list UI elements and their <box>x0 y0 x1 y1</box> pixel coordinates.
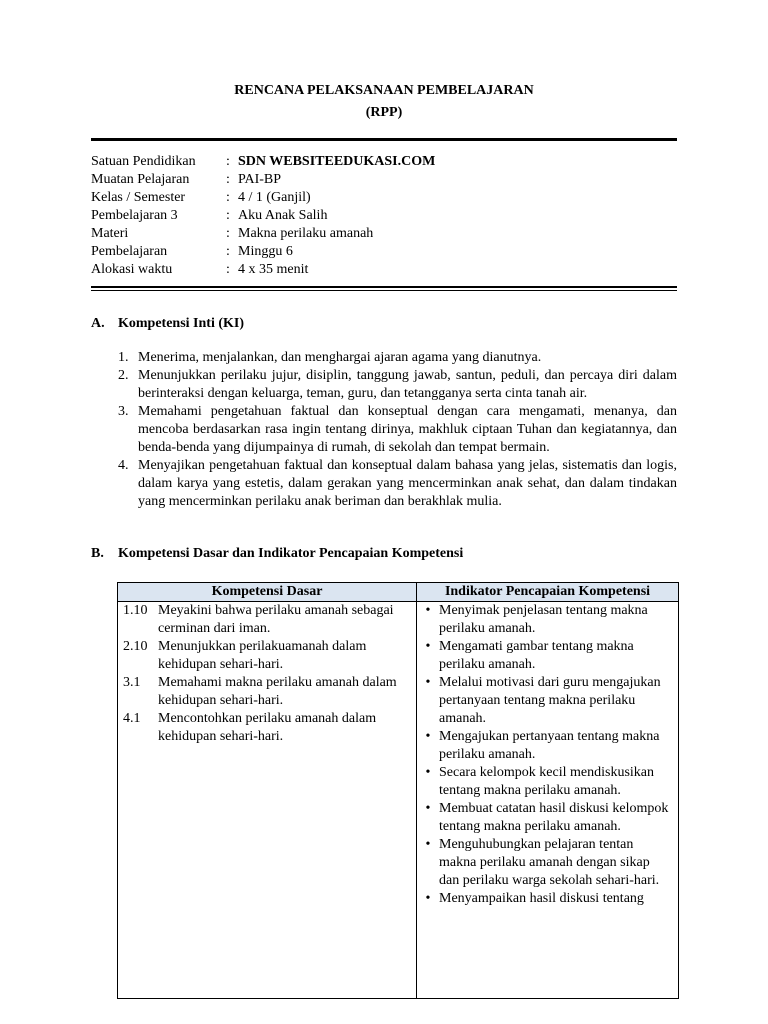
info-colon: : <box>226 190 230 205</box>
bottom-divider-thick <box>91 286 677 288</box>
indicator-item <box>417 674 678 728</box>
list-item <box>91 367 677 403</box>
info-colon: : <box>226 244 230 259</box>
kd-text: Meyakini bahwa perilaku amanah sebagai cerminan dari iman. <box>158 603 394 636</box>
indicator-item <box>417 728 678 764</box>
info-colon: : <box>226 226 230 241</box>
bullet-icon: • <box>425 603 431 618</box>
indicator-item <box>417 638 678 674</box>
list-number: 1. <box>118 350 129 365</box>
indicator-text: Mengajukan pertanyaan tentang makna perilaku amanah. <box>439 729 660 762</box>
info-label: Kelas / Semester <box>91 190 186 205</box>
info-block <box>91 153 677 279</box>
kd-cell <box>118 602 417 999</box>
indicator-text: Secara kelompok kecil mendiskusikan tentang makna perilaku amanah. <box>439 765 654 798</box>
kd-number: 3.1 <box>123 675 141 690</box>
section-a-heading <box>91 315 244 333</box>
indicator-item <box>417 800 678 836</box>
list-text: Menerima, menjalankan, dan menghargai ajaran agama yang dianutnya. <box>138 350 542 365</box>
indicator-text: Menguhubungkan pelajaran tentan makna perilaku amanah dengan sikap dan perilaku warga sekolah sehari-hari. <box>439 837 660 888</box>
table-header-kd: Kompetensi Dasar <box>118 583 417 602</box>
kd-number: 4.1 <box>123 711 141 726</box>
indicator-text: Mengamati gambar tentang makna perilaku amanah. <box>439 639 634 672</box>
kd-number: 1.10 <box>123 603 148 618</box>
info-value: SDN WEBSITEEDUKASI.COM <box>238 154 436 169</box>
indicator-text: Menyampaikan hasil diskusi tentang <box>439 891 644 906</box>
list-item <box>91 349 677 367</box>
info-label: Alokasi waktu <box>91 262 173 277</box>
bullet-icon: • <box>425 765 431 780</box>
list-text: Memahami pengetahuan faktual dan konseptual dengan cara mengamati, menanya, dan mencoba berdasarkan rasa ingin tentang dirinya, makhluk ciptaan Tuhan dan kegiatannya, dan benda-benda yang dijumpainya di rumah, di sekolah dan tempat bermain. <box>138 404 677 455</box>
info-label: Pembelajaran <box>91 244 168 259</box>
kd-item <box>118 710 416 746</box>
info-row-satuan <box>91 153 677 171</box>
info-value: Aku Anak Salih <box>238 208 328 223</box>
top-divider <box>91 138 677 141</box>
indicator-text: Melalui motivasi dari guru mengajukan pertanyaan tentang makna perilaku amanah. <box>439 675 661 726</box>
indicator-item <box>417 836 678 890</box>
section-b-title: Kompetensi Dasar dan Indikator Pencapaian Kompetensi <box>118 546 464 561</box>
bullet-icon: • <box>425 891 431 906</box>
section-a-letter: A. <box>91 316 105 331</box>
list-text: Menyajikan pengetahuan faktual dan konseptual dalam bahasa yang jelas, sistematis dan logis, dalam karya yang estetis, dalam gerakan yang mencerminkan anak sehat, dan dalam tindakan yang mencerminkan perilaku anak beriman dan berakhlak mulia. <box>138 458 677 509</box>
list-item <box>91 457 677 511</box>
info-row-muatan <box>91 171 677 189</box>
table-header-indikator: Indikator Pencapaian Kompetensi <box>417 583 679 602</box>
list-number: 3. <box>118 404 129 419</box>
info-label: Muatan Pelajaran <box>91 172 190 187</box>
info-colon: : <box>226 208 230 223</box>
info-value: 4 / 1 (Ganjil) <box>238 190 311 205</box>
info-row-pembelajaran <box>91 243 677 261</box>
kd-text: Mencontohkan perilaku amanah dalam kehidupan sehari-hari. <box>158 711 377 744</box>
indicator-item <box>417 602 678 638</box>
kd-item <box>118 602 416 638</box>
kd-number: 2.10 <box>123 639 148 654</box>
table-header-row <box>118 583 679 602</box>
section-b-letter: B. <box>91 546 104 561</box>
info-row-alokasi <box>91 261 677 279</box>
indicator-cell <box>417 602 679 999</box>
document-subtitle: (RPP) <box>365 105 403 120</box>
info-colon: : <box>226 154 230 169</box>
info-row-materi <box>91 225 677 243</box>
kd-table <box>117 582 679 999</box>
list-number: 2. <box>118 368 129 383</box>
info-label: Materi <box>91 226 129 241</box>
bullet-icon: • <box>425 837 431 852</box>
ki-list <box>91 349 677 511</box>
indicator-text: Membuat catatan hasil diskusi kelompok tentang makna perilaku amanah. <box>439 801 669 834</box>
kd-item <box>118 674 416 710</box>
indicator-item <box>417 764 678 800</box>
list-text: Menunjukkan perilaku jujur, disiplin, tanggung jawab, santun, peduli, dan percaya diri dalam berinteraksi dengan keluarga, teman, guru, dan tetangganya serta cinta tanah air. <box>138 368 677 401</box>
info-label: Satuan Pendidikan <box>91 154 196 169</box>
info-value: Makna perilaku amanah <box>238 226 374 241</box>
info-value: PAI-BP <box>238 172 282 187</box>
info-value: Minggu 6 <box>238 244 293 259</box>
section-a-title: Kompetensi Inti (KI) <box>118 316 244 331</box>
bullet-icon: • <box>425 729 431 744</box>
indicator-text: Menyimak penjelasan tentang makna perilaku amanah. <box>439 603 648 636</box>
bullet-icon: • <box>425 675 431 690</box>
info-label: Pembelajaran 3 <box>91 208 178 223</box>
bottom-divider-thin <box>91 290 677 291</box>
bullet-icon: • <box>425 639 431 654</box>
indicator-item <box>417 890 678 908</box>
info-colon: : <box>226 172 230 187</box>
document-title: RENCANA PELAKSANAAN PEMBELAJARAN <box>234 83 534 98</box>
list-item <box>91 403 677 457</box>
list-number: 4. <box>118 458 129 473</box>
table-row <box>118 602 679 999</box>
kd-text: Memahami makna perilaku amanah dalam kehidupan sehari-hari. <box>158 675 397 708</box>
info-row-kelas <box>91 189 677 207</box>
bullet-icon: • <box>425 801 431 816</box>
info-value: 4 x 35 menit <box>238 262 309 277</box>
section-b-heading <box>91 545 463 563</box>
kd-item <box>118 638 416 674</box>
info-row-pembelajaran-3 <box>91 207 677 225</box>
info-colon: : <box>226 262 230 277</box>
kd-text: Menunjukkan perilakuamanah dalam kehidupan sehari-hari. <box>158 639 367 672</box>
